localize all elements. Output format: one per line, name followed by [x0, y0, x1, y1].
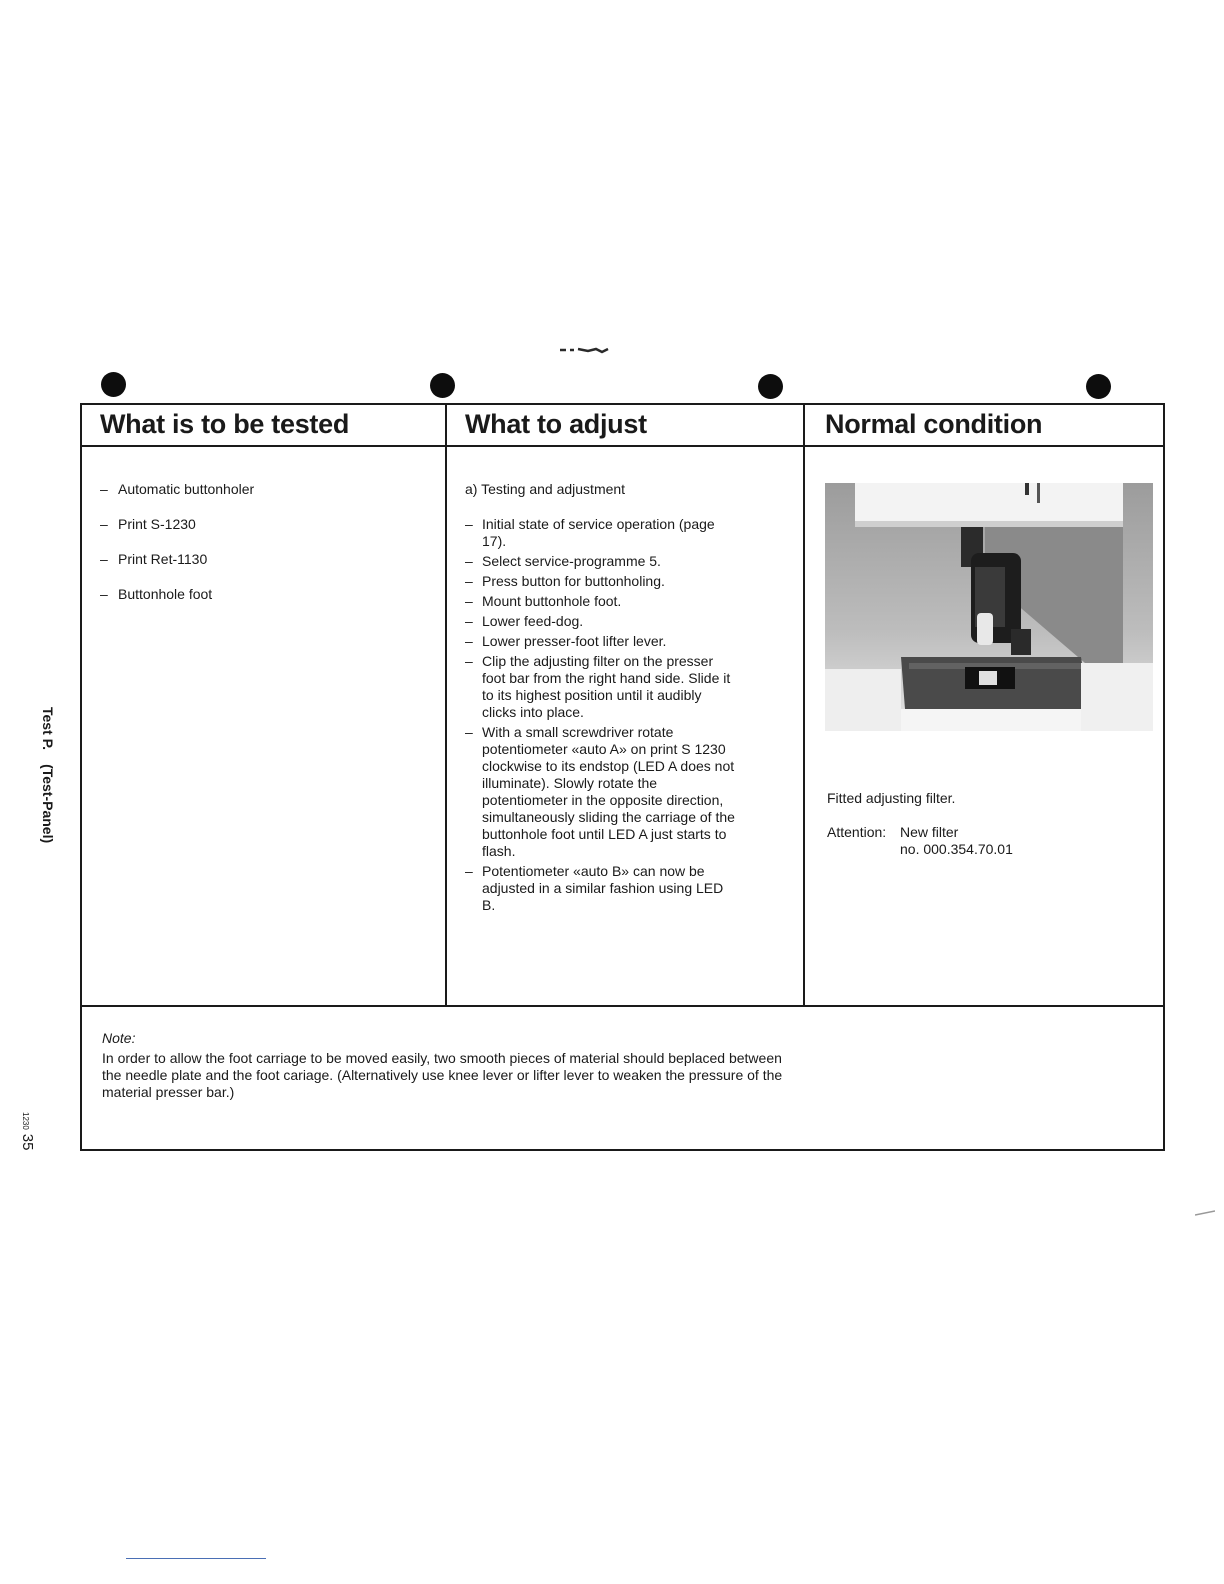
column-divider [445, 405, 447, 1007]
punch-hole [101, 372, 126, 397]
header-normal [807, 405, 1165, 447]
model-number: 1230 [21, 1112, 30, 1130]
column-divider [803, 405, 805, 1007]
list-item: – Select service-programme 5. [465, 553, 735, 570]
test-table [80, 403, 1165, 1151]
punch-hole [758, 374, 783, 399]
list-item: – Press button for buttonholing. [465, 573, 735, 590]
punch-hole [1086, 374, 1111, 399]
adjust-subheading: a) Testing and adjustment [465, 481, 626, 497]
page-number-value: 35 [19, 1133, 36, 1151]
list-item: – Print Ret-1130 [100, 551, 254, 568]
header-adjust [447, 405, 807, 447]
list-item: – Mount buttonhole foot. [465, 593, 735, 610]
list-item: – Lower presser-foot lifter lever. [465, 633, 735, 650]
page-number [19, 1112, 36, 1150]
list-item: – Initial state of service operation (page 17). [465, 516, 735, 550]
attention-text: New filter [900, 824, 959, 840]
list-item: – Potentiometer «auto B» can now be adjusted in a similar fashion using LED B. [465, 863, 735, 914]
filter-number: no. 000.354.70.01 [900, 841, 1013, 857]
header-tested [82, 405, 447, 447]
note-label: Note: [102, 1030, 136, 1046]
note-divider [82, 1005, 1163, 1007]
side-title [40, 707, 56, 843]
note [102, 1030, 792, 1101]
tested-list [100, 481, 254, 621]
adjust-steps [465, 516, 735, 917]
machine-photo [825, 483, 1153, 731]
photo-caption: Fitted adjusting filter. [827, 790, 956, 806]
ink-smudge [560, 346, 610, 354]
list-item: – Clip the adjusting filter on the presser foot bar from the right hand side. Slide it to its highest position until it audibly clicks into place. [465, 653, 735, 721]
header-normal-title: Normal condition [825, 409, 1043, 439]
punch-hole [430, 373, 455, 398]
list-item: – Lower feed-dog. [465, 613, 735, 630]
list-item: – Buttonhole foot [100, 586, 254, 603]
side-title-short: Test P. [40, 707, 56, 751]
scan-line [126, 1558, 266, 1559]
header-adjust-title: What to adjust [465, 409, 647, 439]
list-item: – Print S-1230 [100, 516, 254, 533]
scan-edge-mark [1195, 1210, 1215, 1216]
note-text: In order to allow the foot carriage to be moved easily, two smooth pieces of material should beplaced between the needle plate and the foot cariage. (Alternatively use knee lever or lifter lever to weaken the pressure of the material presser bar.) [102, 1050, 783, 1100]
attention-label: Attention: [827, 824, 887, 840]
side-title-full: (Test-Panel) [40, 764, 56, 844]
list-item: – Automatic buttonholer [100, 481, 254, 498]
list-item: – With a small screwdriver rotate potentiometer «auto A» on print S 1230 clockwise to its endstop (LED A does not illuminate). Slowly rotate the potentiometer in the opposite direction, simultaneously sliding the carriage of the buttonhole foot until LED A just starts to flash. [465, 724, 735, 860]
header-tested-title: What is to be tested [100, 409, 350, 439]
